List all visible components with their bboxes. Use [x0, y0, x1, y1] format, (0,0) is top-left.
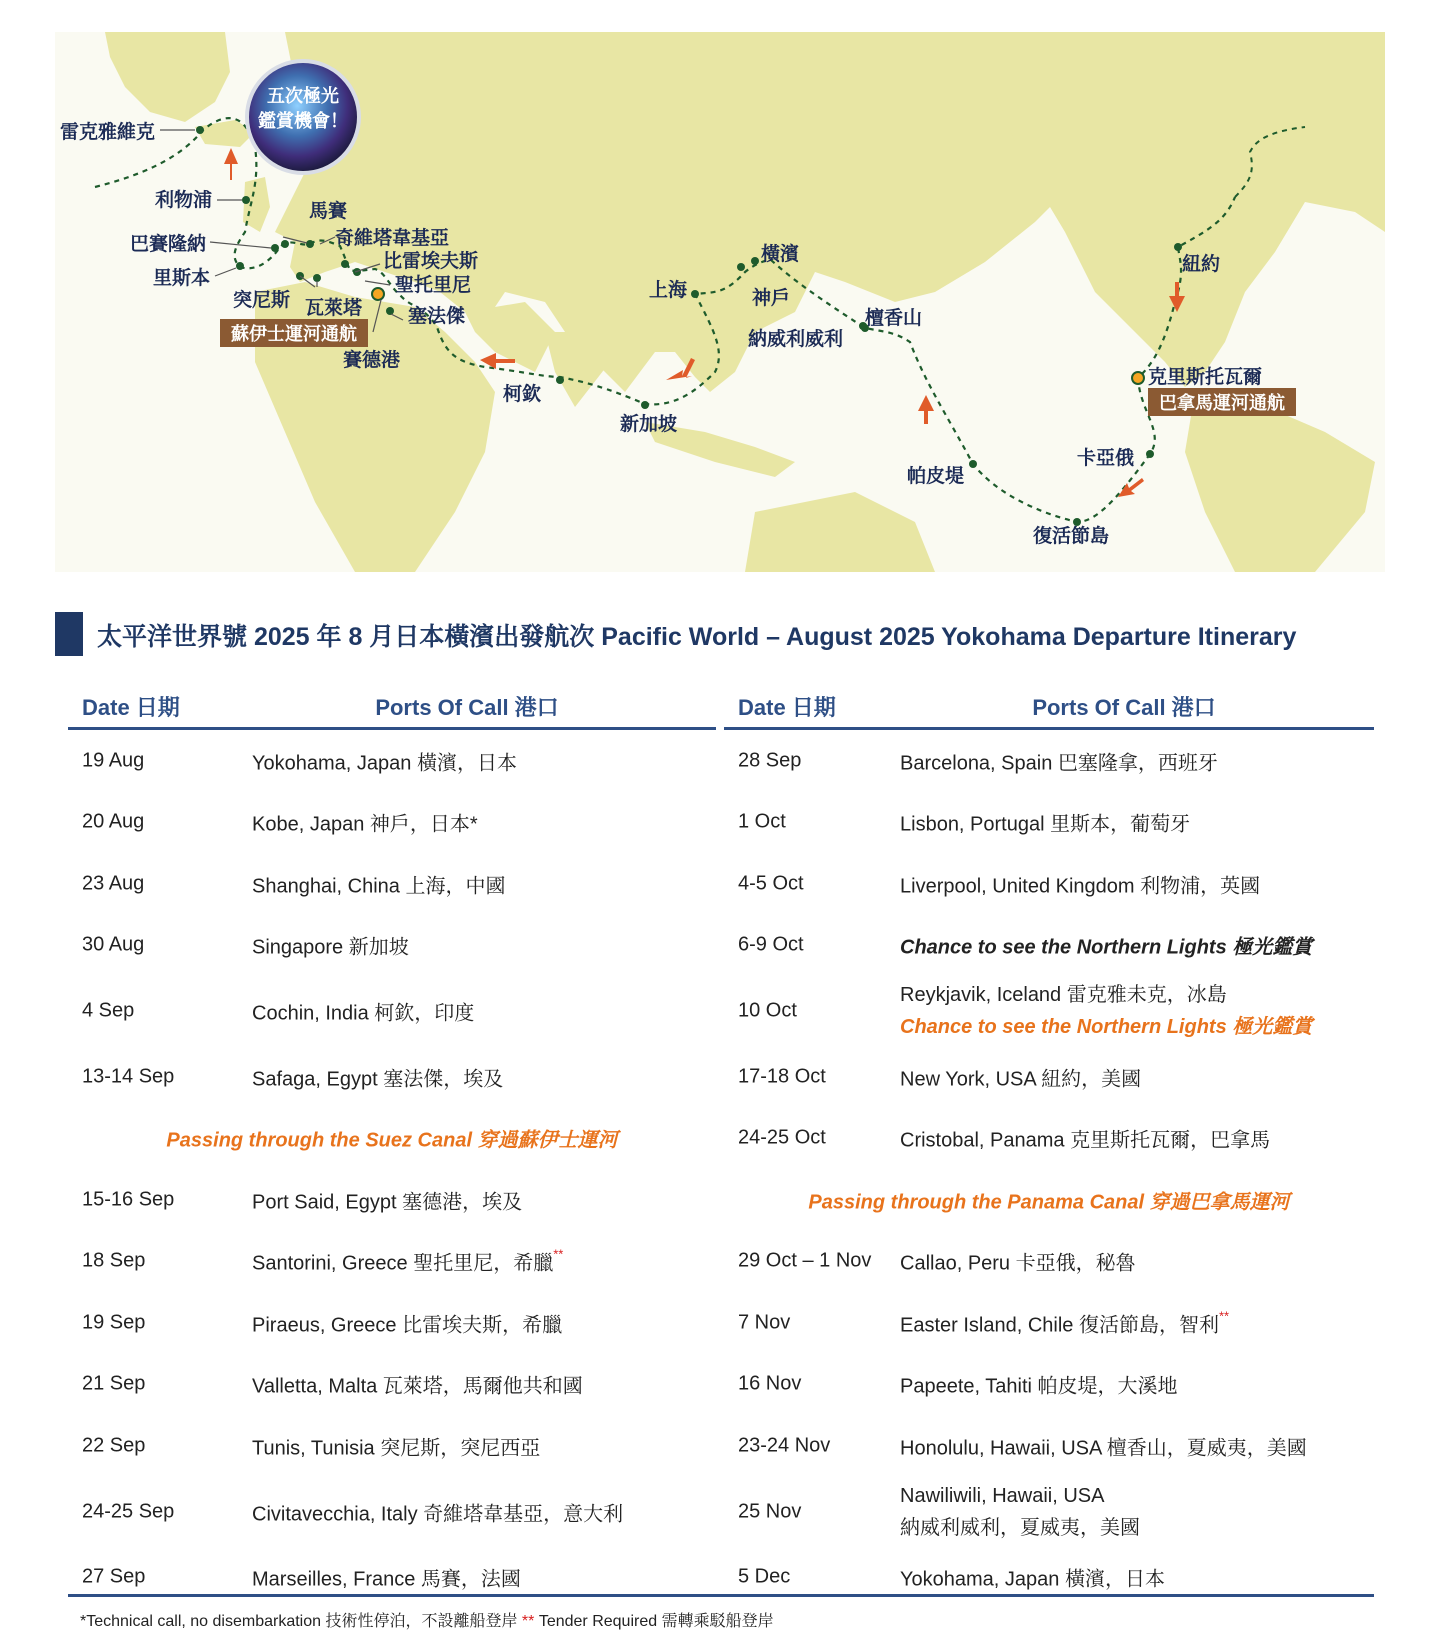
row-date: 21 Sep [82, 1372, 146, 1395]
table-row [724, 1547, 1374, 1609]
suez-canal-label: 蘇伊士運河通航 [231, 324, 357, 345]
port-dot [737, 263, 745, 271]
panama-canal-note-row [724, 1169, 1374, 1231]
label-piraeus: 比雷埃夫斯 [383, 250, 479, 272]
row-port: Easter Island, Chile 復活節島，智利 [900, 1314, 1219, 1337]
label-valletta: 瓦萊塔 [305, 297, 363, 319]
label-easter-island: 復活節島 [1033, 525, 1110, 547]
table-row [68, 1046, 716, 1108]
date-header: Date 日期 [738, 695, 836, 720]
label-cochin: 柯欽 [503, 383, 542, 405]
row-port: Callao, Peru 卡亞俄，秘魯 [900, 1252, 1136, 1275]
table-row [68, 1292, 716, 1354]
port-header: Ports Of Call 港口 [1032, 695, 1216, 720]
port-dot [386, 307, 394, 315]
row-date: 24-25 Sep [82, 1500, 175, 1522]
label-honolulu: 檀香山 [865, 307, 923, 329]
row-date: 30 Aug [82, 933, 145, 956]
row-date: 1 Oct [738, 810, 786, 833]
row-port: Liverpool, United Kingdom 利物浦，英國 [900, 875, 1261, 898]
port-dot [641, 401, 649, 409]
row-date: 25 Nov [738, 1500, 802, 1522]
port-dot [271, 244, 279, 252]
row-port: Shanghai, China 上海，中國 [252, 875, 506, 898]
table-row [68, 1415, 716, 1477]
port-dot [341, 260, 349, 268]
port-header: Ports Of Call 港口 [375, 695, 559, 720]
footnote-technical: *Technical call, no disembarkation 技術性停泊，不設離船登岸 [80, 1613, 522, 1630]
label-cristobal: 克里斯托瓦爾 [1148, 366, 1263, 388]
suez-canal-marker [372, 288, 384, 300]
table-row [68, 853, 716, 915]
table-row [68, 1477, 716, 1547]
table-row [724, 1354, 1374, 1416]
panama-canal-label: 巴拿馬運河通航 [1159, 393, 1285, 414]
port-dot [691, 290, 699, 298]
label-civitavecchia: 奇維塔韋基亞 [335, 227, 450, 249]
section-title-bar [55, 612, 83, 656]
row-date: 27 Sep [82, 1565, 146, 1588]
label-santorini: 聖托里尼 [395, 274, 472, 296]
northern-lights-note: Chance to see the Northern Lights 極光鑑賞 [900, 936, 1313, 959]
route-map [55, 32, 1385, 572]
table-row [724, 976, 1374, 1046]
table-row [724, 1415, 1374, 1477]
row-date: 16 Nov [738, 1372, 802, 1395]
row-port: Cochin, India 柯欽，印度 [252, 1002, 475, 1025]
row-port: Piraeus, Greece 比雷埃夫斯，希臘 [252, 1314, 563, 1337]
table-row [724, 1292, 1374, 1354]
footnote [80, 1608, 774, 1631]
row-port: Safaga, Egypt 塞法傑，埃及 [252, 1068, 504, 1091]
label-port-said: 賽德港 [343, 349, 401, 371]
table-row [724, 915, 1374, 977]
table-row [68, 730, 716, 792]
row-port-stack [900, 979, 1312, 1043]
row-port: Marseilles, France 馬賽，法國 [252, 1568, 521, 1591]
port-dot [236, 262, 244, 270]
row-port: Yokohama, Japan 橫濱，日本 [900, 1568, 1165, 1591]
port-dot [969, 460, 977, 468]
row-date: 29 Oct – 1 Nov [738, 1249, 872, 1272]
label-shanghai: 上海 [649, 279, 688, 301]
label-reykjavik: 雷克雅維克 [60, 121, 156, 143]
row-date: 7 Nov [738, 1311, 791, 1334]
label-tunis: 突尼斯 [233, 289, 291, 311]
table-row [68, 1169, 716, 1231]
label-yokohama: 橫濱 [761, 243, 800, 265]
table-row [724, 1108, 1374, 1170]
row-date: 28 Sep [738, 749, 802, 772]
label-marseille: 馬賽 [309, 200, 348, 222]
port-dot [313, 274, 321, 282]
aurora-badge-line1: 五次極光 [267, 86, 339, 107]
row-date: 19 Sep [82, 1311, 146, 1334]
row-port: Singapore 新加坡 [252, 936, 409, 959]
row-port: Reykjavik, Iceland 雷克雅未克，冰島 [900, 984, 1227, 1006]
row-date: 23-24 Nov [738, 1434, 831, 1457]
label-papeete: 帕皮堤 [907, 465, 965, 487]
row-date: 15-16 Sep [82, 1188, 175, 1211]
table-bottom-rule [68, 1594, 1374, 1597]
row-port-chinese: 納威利威利，夏威夷，美國 [900, 1516, 1140, 1539]
table-row [68, 1231, 716, 1293]
row-date: 4-5 Oct [738, 872, 804, 895]
suez-canal-note-row [68, 1108, 716, 1170]
itinerary-table-right [724, 683, 1374, 1608]
row-date: 5 Dec [738, 1565, 791, 1588]
row-date: 17-18 Oct [738, 1065, 826, 1088]
table-row [724, 1477, 1374, 1547]
port-dot [1174, 243, 1182, 251]
table-row [724, 730, 1374, 792]
row-port: Lisbon, Portugal 里斯本，葡萄牙 [900, 813, 1191, 836]
row-date: 20 Aug [82, 810, 145, 833]
row-date: 24-25 Oct [738, 1126, 826, 1149]
row-date: 10 Oct [738, 999, 797, 1022]
table-row [68, 792, 716, 854]
table-header [724, 683, 1374, 730]
row-port: Nawiliwili, Hawaii, USA [900, 1484, 1105, 1507]
table-row [724, 1231, 1374, 1293]
row-port: New York, USA 紐約，美國 [900, 1068, 1142, 1091]
row-port: Papeete, Tahiti 帕皮堤，大溪地 [900, 1375, 1178, 1398]
row-port: Valletta, Malta 瓦萊塔，馬爾他共和國 [252, 1375, 583, 1398]
port-dot [751, 257, 759, 265]
label-singapore: 新加坡 [620, 413, 678, 435]
row-port: Santorini, Greece 聖托里尼，希臘 [252, 1252, 554, 1275]
northern-lights-note: Chance to see the Northern Lights 極光鑑賞 [900, 1016, 1313, 1038]
panama-canal-tag [1148, 388, 1296, 416]
suez-canal-note: Passing through the Suez Canal 穿過蘇伊士運河 [166, 1129, 618, 1152]
row-port-wrap [252, 1247, 563, 1276]
tender-mark: ** [1218, 1308, 1230, 1324]
row-date: 4 Sep [82, 999, 135, 1022]
section-title: 太平洋世界號 2025 年 8 月日本橫濱出發航次 Pacific World – August 2025 Yokohama Departure Itinerary [97, 623, 1297, 651]
port-dot [196, 126, 204, 134]
row-date: 23 Aug [82, 872, 145, 895]
aurora-badge [247, 61, 359, 173]
label-lisbon: 里斯本 [153, 267, 211, 289]
label-safaga: 塞法傑 [408, 305, 466, 327]
port-dot [1146, 450, 1154, 458]
table-row [724, 853, 1374, 915]
footnote-mark: ** [521, 1613, 535, 1630]
panama-canal-marker [1132, 372, 1144, 384]
row-date: 19 Aug [82, 749, 145, 772]
aurora-badge-line2: 鑑賞機會！ [258, 111, 348, 132]
row-port-stack [900, 1480, 1140, 1544]
port-dot [281, 240, 289, 248]
row-port: Kobe, Japan 神戶，日本* [252, 813, 478, 836]
tender-mark: ** [553, 1246, 564, 1262]
row-port: Civitavecchia, Italy 奇維塔韋基亞，意大利 [252, 1503, 624, 1525]
label-liverpool: 利物浦 [155, 189, 213, 211]
port-dot [306, 240, 314, 248]
row-port: Barcelona, Spain 巴塞隆拿，西班牙 [900, 752, 1218, 775]
table-row [724, 792, 1374, 854]
table-row [68, 1354, 716, 1416]
port-dot [242, 196, 250, 204]
label-callao: 卡亞俄 [1077, 447, 1135, 469]
port-dot [556, 376, 564, 384]
row-port: Yokohama, Japan 橫濱，日本 [252, 752, 517, 775]
suez-canal-tag [220, 319, 368, 347]
table-header [68, 683, 716, 730]
table-row [68, 915, 716, 977]
label-nawiliwili: 納威利威利 [748, 328, 844, 350]
row-port-wrap [900, 1308, 1229, 1337]
label-kobe: 神戶 [752, 287, 791, 309]
row-date: 22 Sep [82, 1434, 146, 1457]
row-port: Cristobal, Panama 克里斯托瓦爾，巴拿馬 [900, 1129, 1271, 1152]
panama-canal-note: Passing through the Panama Canal 穿過巴拿馬運河 [808, 1191, 1290, 1214]
label-new-york: 紐約 [1182, 253, 1221, 275]
label-barcelona: 巴賽隆納 [130, 233, 207, 255]
row-date: 18 Sep [82, 1249, 146, 1272]
table-row [724, 1046, 1374, 1108]
row-date: 13-14 Sep [82, 1065, 175, 1088]
table-row [68, 976, 716, 1046]
itinerary-table-left [68, 683, 716, 1608]
port-dot [353, 268, 361, 276]
date-header: Date 日期 [82, 695, 180, 720]
row-port: Port Said, Egypt 塞德港，埃及 [252, 1191, 523, 1214]
table-row [68, 1547, 716, 1609]
row-port: Tunis, Tunisia 突尼斯，突尼西亞 [252, 1437, 541, 1460]
row-port: Honolulu, Hawaii, USA 檀香山，夏威夷，美國 [900, 1437, 1307, 1460]
row-date: 6-9 Oct [738, 933, 804, 956]
footnote-tender: Tender Required 需轉乘駁船登岸 [534, 1613, 774, 1630]
